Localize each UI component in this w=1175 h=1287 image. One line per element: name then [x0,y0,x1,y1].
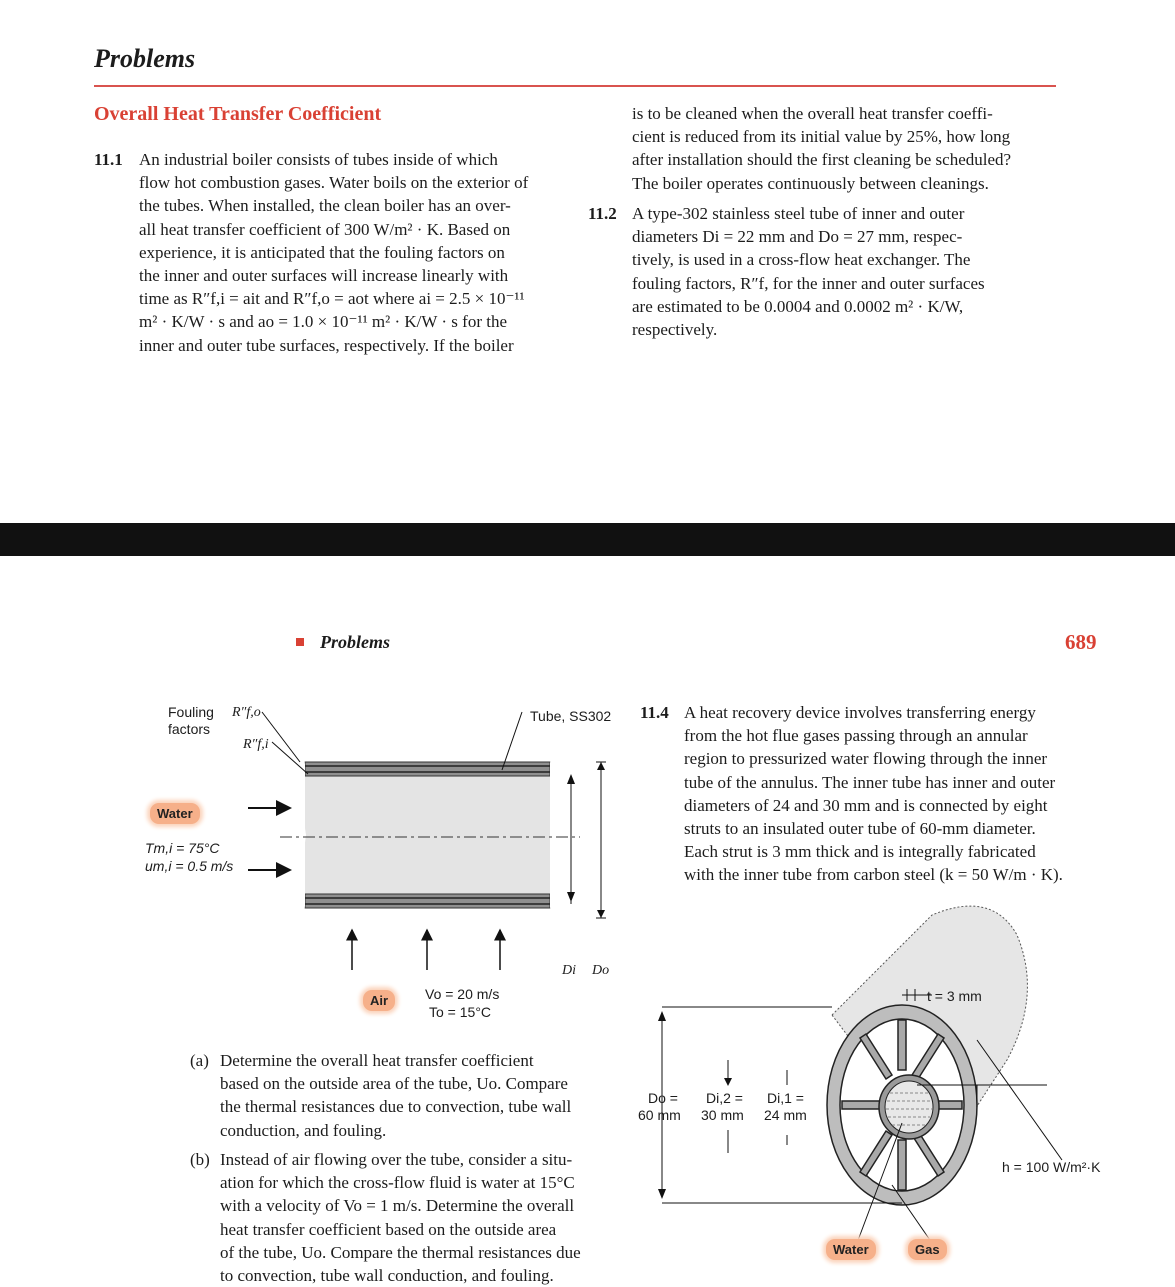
line: An industrial boiler consists of tubes inside of which [139,150,498,169]
problem-11-3-part-b [190,1148,615,1287]
upper-tube-wall [305,762,550,776]
line: the thermal resistances due to convection, tube wall [220,1097,572,1117]
line: ation for which the cross-flow fluid is water at 15°C [220,1173,575,1193]
square-bullet-icon [296,638,304,646]
gas-label: Gas [908,1239,947,1260]
title-rule [94,85,1056,87]
water-label: Water [150,803,200,824]
inlet-temperature: Tm,i = 75°C [145,840,220,856]
part-label: (a) [190,1051,209,1070]
part-label: (b) [190,1150,210,1169]
line: with the inner tube from carbon steel (k = 50 W/m · K). [684,865,1063,885]
heat-recovery-figure [632,895,1172,1280]
line: flow hot combustion gases. Water boils on the exterior of [139,173,529,193]
inlet-velocity: um,i = 0.5 m/s [145,858,234,874]
fluid-region [305,770,550,900]
line: heat transfer coefficient based on the outside area [220,1219,557,1239]
tube-label: Tube, SS302 [530,708,612,724]
di-label: Di [562,963,576,978]
line: time as R″f,i = ait and R″f,o = aot where ai = 2.5 × 10⁻¹¹ [139,289,525,309]
problem-number: 11.4 [640,703,669,722]
line: after installation should the first cleaning be scheduled? [632,150,1012,170]
air-label: Air [363,990,395,1011]
inner-tube-inner-diameter-label: Di,1 = [767,1090,804,1106]
inner-tube-outer-diameter-value: 30 mm [701,1107,744,1123]
problem-11-1 [94,148,564,357]
line: The boiler operates continuously between cleanings. [632,173,989,193]
line: from the hot flue gases passing through an annular [684,726,1028,746]
air-velocity: Vo = 20 m/s [425,986,500,1002]
page-title: Problems [94,44,196,73]
page-break-band [0,523,1175,556]
running-head: Problems [296,632,390,653]
do-label: Do [592,963,610,978]
line: with a velocity of Vo = 1 m/s. Determine the overall [220,1196,575,1216]
line: tube of the annulus. The inner tube has inner and outer [684,772,1056,792]
outer-diameter-label: Do = [648,1090,678,1106]
line: based on the outside area of the tube, Uo. Compare [220,1074,568,1094]
section-heading: Overall Heat Transfer Coefficient [94,103,382,125]
line: is to be cleaned when the overall heat transfer coeffi- [632,104,993,123]
line: conduction, and fouling. [220,1120,387,1140]
rfi-label: R″f,i [243,737,269,752]
line: region to pressurized water flowing through the inner [684,749,1048,769]
tube-figure [140,690,630,1030]
line: m² · K/W · s and ao = 1.0 × 10⁻¹¹ m² · K/W · s for the [139,312,508,332]
line: the inner and outer surfaces will increase linearly with [139,266,509,286]
line: A type-302 stainless steel tube of inner and outer [632,204,965,223]
line: respectively. [632,320,718,340]
line: inner and outer tube surfaces, respectively. If the boiler [139,335,514,355]
air-temperature: To = 15°C [429,1004,492,1020]
problem-number: 11.1 [94,150,123,169]
line: fouling factors, R″f, for the inner and outer surfaces [632,273,985,293]
line: are estimated to be 0.0004 and 0.0002 m² · K/W, [632,296,964,316]
line: experience, it is anticipated that the fouling factors on [139,242,505,262]
line: A heat recovery device involves transferring energy [684,703,1036,722]
line: cient is reduced from its initial value by 25%, how long [632,127,1011,147]
line: diameters of 24 and 30 mm and is connected by eight [684,795,1048,815]
problem-11-4 [640,701,1110,887]
line: Each strut is 3 mm thick and is integrally fabricated [684,842,1036,862]
line: Instead of air flowing over the tube, consider a situ- [220,1150,573,1169]
annulus-diagram [632,895,1172,1280]
strut-thickness-label: t = 3 mm [927,988,982,1004]
inner-tube-outer-diameter-label: Di,2 = [706,1090,743,1106]
line: Determine the overall heat transfer coefficient [220,1051,534,1070]
line: diameters Di = 22 mm and Do = 27 mm, respec- [632,227,963,247]
convection-coefficient-label: h = 100 W/m²·K [1002,1159,1101,1175]
problem-number: 11.2 [588,204,617,223]
water-label: Water [826,1239,876,1260]
problem-11-1-continued [632,102,1062,195]
lower-tube-wall [305,894,550,908]
fouling-word: Fouling [168,704,214,720]
inner-tube-inner-diameter-value: 24 mm [764,1107,807,1123]
outer-diameter-value: 60 mm [638,1107,681,1123]
problem-11-3-part-a [190,1049,615,1142]
line: the tubes. When installed, the clean boiler has an over- [139,196,511,216]
factors-word: factors [168,721,211,737]
page-number: 689 [1065,630,1097,654]
line: to convection, tube wall conduction, and fouling. [220,1266,554,1286]
line: all heat transfer coefficient of 300 W/m² · K. Based on [139,219,511,239]
rfo-label: R″f,o [232,705,261,720]
problem-11-2 [588,202,1063,341]
line: tively, is used in a cross-flow heat exchanger. The [632,250,971,270]
line: of the tube, Uo. Compare the thermal resistances due [220,1242,581,1262]
line: struts to an insulated outer tube of 60-mm diameter. [684,819,1036,839]
